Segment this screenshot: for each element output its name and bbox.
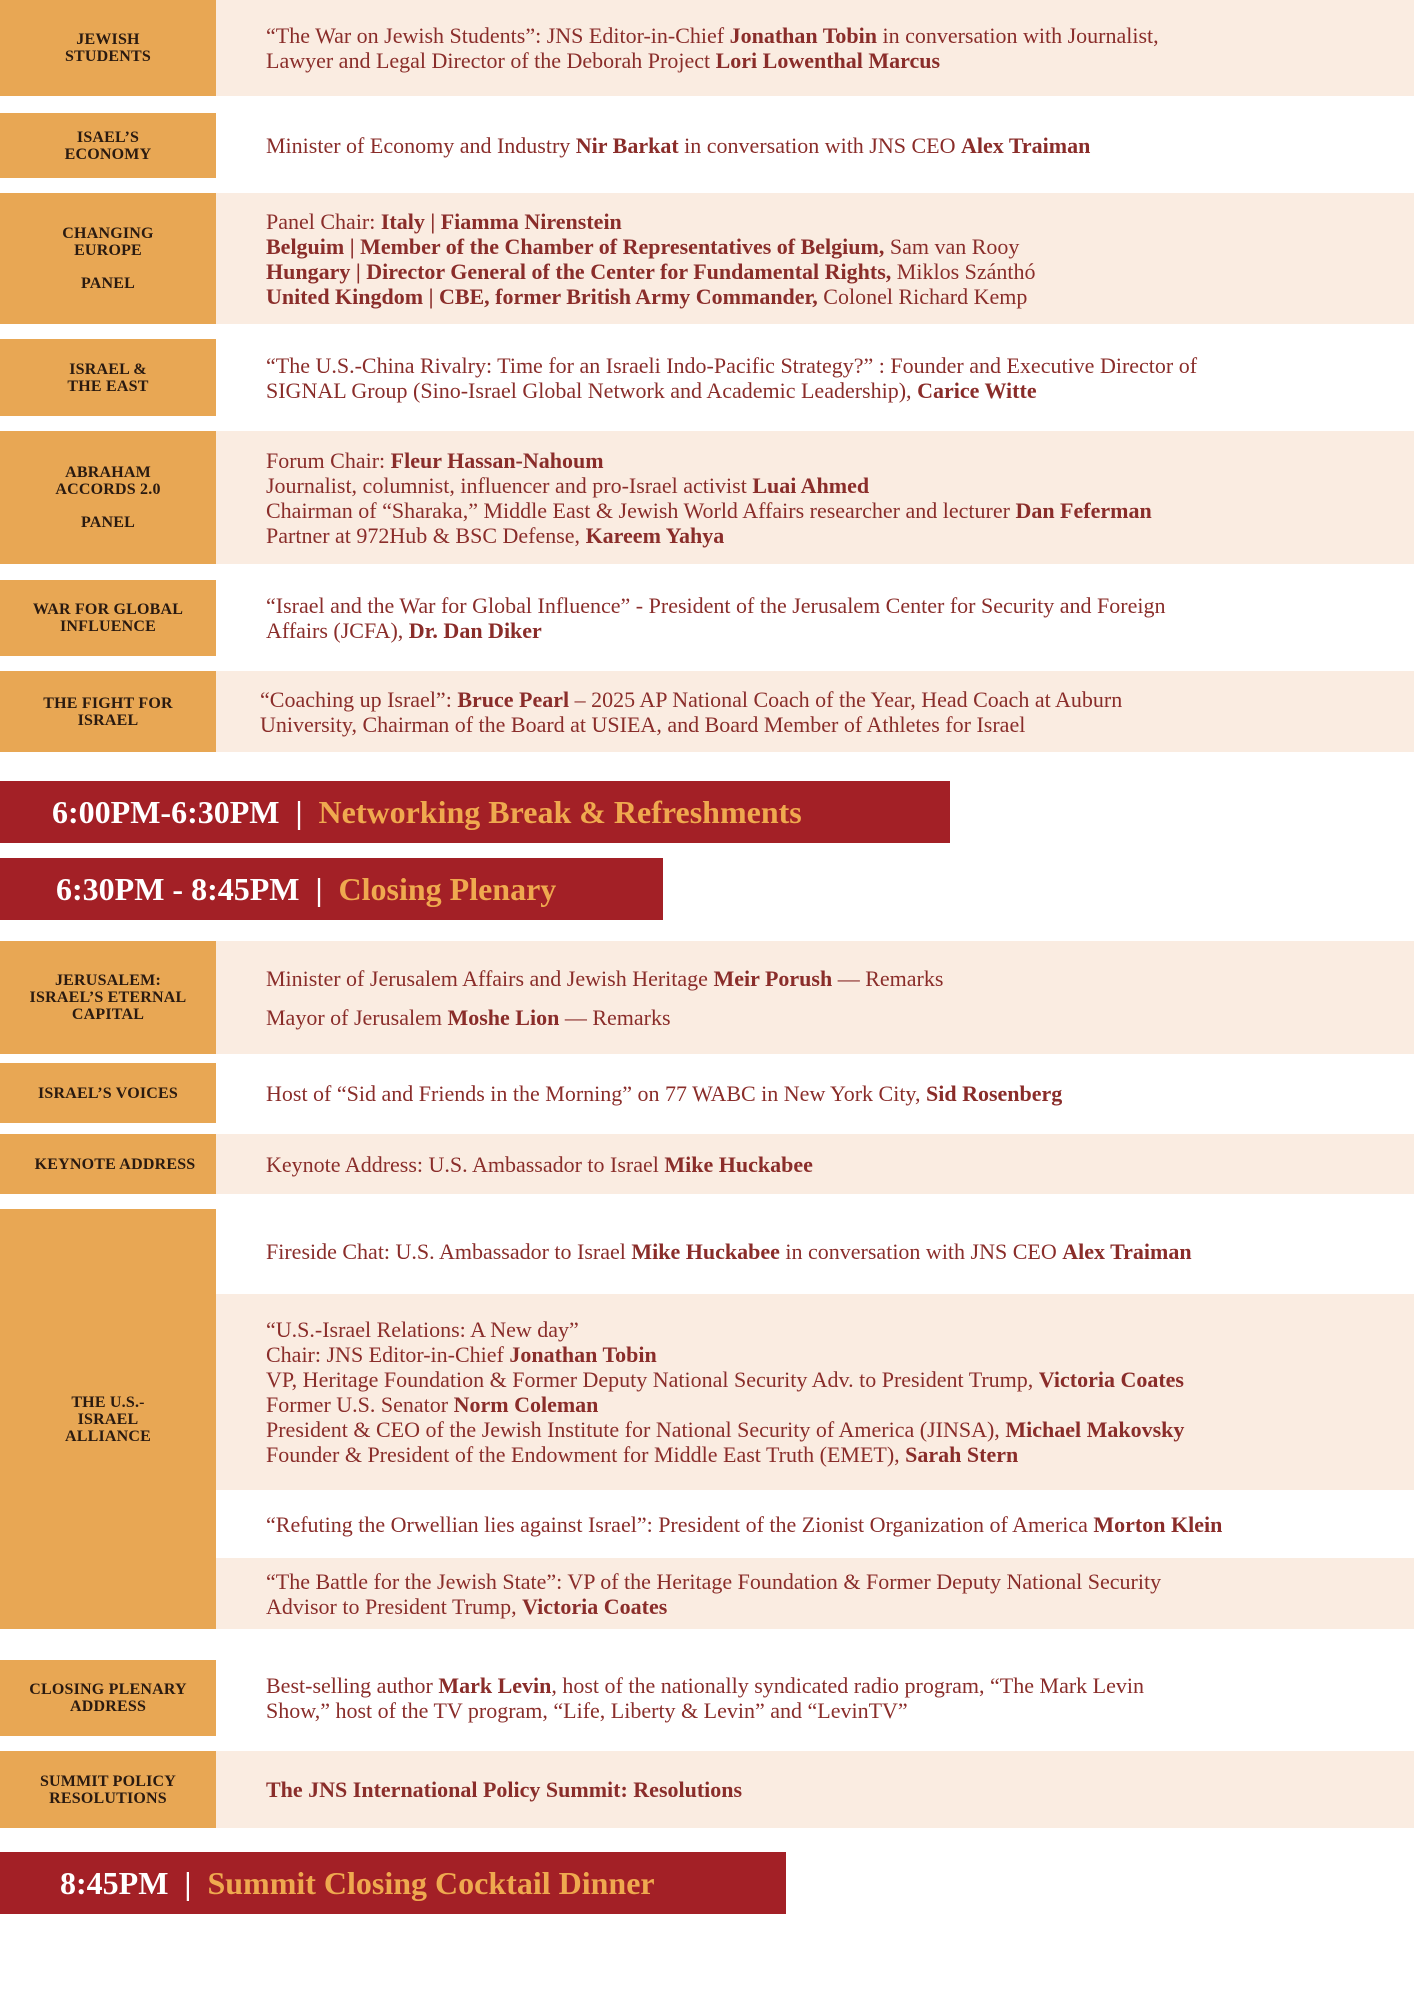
content-line (266, 473, 1414, 498)
label-line: THE EAST (67, 377, 149, 395)
content-text: “The Battle for the Jewish State”: VP of the Heritage Foundation & Former Deputy National Security (266, 1568, 1162, 1594)
session-content (216, 431, 1414, 564)
label-line: WAR FOR GLOBAL (32, 601, 184, 618)
content-text: Mayor of Jerusalem (266, 1004, 448, 1030)
label-line: CLOSING PLENARY (29, 1681, 187, 1698)
content-text: University, Chairman of the Board at USIEA, and Board Member of Athletes for Israel (260, 711, 1026, 737)
banner-title: Summit Closing Cocktail Dinner (207, 1864, 655, 1901)
content-text: Lawyer and Legal Director of the Deborah Project (266, 48, 716, 73)
session-closing-address (0, 1660, 1414, 1736)
session-content (216, 339, 1414, 416)
session-content (216, 580, 1414, 656)
label-line: SUMMIT POLICY (39, 1772, 177, 1790)
content-line (266, 1594, 1414, 1619)
session-label (0, 0, 216, 96)
content-text: Keynote Address: U.S. Ambassador to Israel (266, 1151, 665, 1177)
speaker-name: Alex Traiman (961, 133, 1091, 158)
speaker-name: Victoria Coates (522, 1593, 668, 1619)
speaker-name: Dr. Dan Diker (408, 618, 542, 643)
label-line: CAPITAL (71, 1006, 145, 1023)
label-sub: PANEL (80, 275, 136, 292)
content-text: Journalist, columnist, influencer and pro-Israel activist (266, 472, 753, 498)
session-label (0, 580, 216, 656)
speaker-name: Morton Klein (1093, 1511, 1223, 1537)
speaker-name: CBE, former British Army Commander, (433, 283, 824, 309)
content-line (266, 618, 1414, 643)
content-line (266, 1367, 1414, 1392)
speaker-name: Meir Porush (713, 965, 833, 991)
content-text: SIGNAL Group (Sino-Israel Global Network and Academic Leadership), (266, 377, 918, 403)
speaker-name: Fleur Hassan-Nahoum (390, 447, 604, 473)
content-line (266, 1392, 1414, 1417)
content-text: “Refuting the Orwellian lies against Israel”: President of the Zionist Organization of America (266, 1511, 1094, 1537)
label-line: EUROPE (74, 242, 142, 259)
content-line (266, 234, 1414, 259)
content-line (266, 353, 1414, 378)
content-line (266, 209, 1414, 234)
speaker-name: Jonathan Tobin (729, 23, 877, 48)
session-content (216, 1134, 1414, 1194)
content-text: Minister of Jerusalem Affairs and Jewish Heritage (266, 965, 714, 991)
content-text: Belguim | (266, 233, 355, 259)
content-line (266, 966, 1414, 991)
speaker-name: Kareem Yahya (585, 522, 725, 548)
content-text: Partner at 972Hub & BSC Defense, (266, 522, 586, 548)
content-line (266, 133, 1414, 158)
content-line (266, 1005, 1414, 1030)
session-label (0, 431, 216, 564)
content-text: Advisor to President Trump, (266, 1593, 523, 1619)
content-text: Miklos Szánthó (896, 258, 1036, 284)
content-text: Best-selling author (266, 1673, 439, 1698)
content-line (266, 48, 1414, 73)
session-content (216, 941, 1414, 1054)
content-text: Forum Chair: (266, 447, 391, 473)
content-text: — Remarks (559, 1004, 671, 1030)
speaker-name: Michael Makovsky (1005, 1417, 1185, 1442)
session-fight-for-israel (0, 671, 1414, 752)
session-resolutions (0, 1751, 1414, 1828)
content-line (266, 1569, 1414, 1594)
content-text: , host of the nationally syndicated radio program, “The Mark Levin (551, 1673, 1144, 1698)
speaker-name: Carice Witte (917, 377, 1037, 403)
session-label (0, 1209, 216, 1629)
content-text: Minister of Economy and Industry (266, 133, 576, 158)
speaker-name: Italy | Fiamma Nirenstein (380, 208, 622, 234)
session-jewish-students (0, 0, 1414, 96)
speaker-name: Norm Coleman (453, 1392, 599, 1417)
label-line: ABRAHAM (65, 464, 151, 481)
banner-closing-plenary (0, 858, 663, 920)
session-content (216, 193, 1414, 324)
label-line: JERUSALEM: (54, 972, 161, 989)
content-line (266, 1442, 1414, 1467)
session-label (0, 671, 216, 752)
label-sub: PANEL (80, 514, 136, 531)
content-text: VP, Heritage Foundation & Former Deputy National Security Adv. to President Trump, (266, 1367, 1039, 1392)
content-line (266, 498, 1414, 523)
content-text: Chair: JNS Editor-in-Chief (266, 1342, 510, 1367)
content-text: Hungary | (266, 258, 361, 284)
session-label (0, 193, 216, 324)
banner-title: Networking Break & Refreshments (318, 793, 802, 830)
speaker-name: Alex Traiman (1062, 1239, 1192, 1264)
content-line (266, 1673, 1414, 1698)
content-line (260, 687, 1414, 712)
speaker-name: Jonathan Tobin (509, 1342, 657, 1367)
speaker-name: Sarah Stern (905, 1442, 1019, 1467)
content-line (266, 448, 1414, 473)
content-text: “The U.S.-China Rivalry: Time for an Israeli Indo-Pacific Strategy?” : Founder and Executive Director of (266, 352, 1198, 378)
label-line: ISRAEL’S VOICES (37, 1084, 179, 1102)
content-line (266, 378, 1414, 403)
session-label (0, 941, 216, 1054)
speaker-name: Director General of the Center for Fundamental Rights, (360, 258, 897, 284)
content-text: “Coaching up Israel”: (260, 686, 458, 712)
label-line: KEYNOTE ADDRESS (34, 1155, 196, 1173)
session-label (0, 1751, 216, 1828)
content-text: – 2025 AP National Coach of the Year, Head Coach at Auburn (569, 686, 1123, 712)
speaker-name: Mark Levin (438, 1673, 552, 1698)
banner-title: Closing Plenary (338, 870, 557, 907)
speaker-name: Mike Huckabee (664, 1151, 813, 1177)
session-global-influence (0, 580, 1414, 656)
content-text: in conversation with Journalist, (876, 23, 1159, 48)
label-line: ISAEL’S (76, 128, 140, 146)
label-line: ECONOMY (64, 145, 152, 163)
banner-time: 6:30PM - 8:45PM (56, 870, 300, 907)
content-line (266, 1777, 1414, 1802)
label-line: CHANGING (62, 225, 154, 242)
speaker-name: Nir Barkat (575, 133, 679, 158)
banner-separator: | (315, 870, 323, 907)
content-line (266, 284, 1414, 309)
content-text: Sam van Rooy (889, 233, 1020, 259)
content-text: — Remarks (832, 965, 944, 991)
session-israels-voices (0, 1063, 1414, 1123)
label-line: INFLUENCE (59, 618, 157, 635)
session-keynote (0, 1134, 1414, 1194)
content-line (266, 1698, 1414, 1723)
content-line (266, 1417, 1414, 1442)
label-line: THE FIGHT FOR (43, 694, 173, 712)
banner-time: 6:00PM-6:30PM (52, 793, 280, 830)
speaker-name: The JNS International Policy Summit: Resolutions (266, 1777, 743, 1802)
content-line (266, 593, 1414, 618)
banner-networking-break (0, 781, 950, 843)
content-line (266, 1317, 1414, 1342)
battle-jewish-state (216, 1558, 1414, 1629)
fireside-chat (216, 1209, 1414, 1294)
session-content (216, 1063, 1414, 1123)
speaker-name: Member of the Chamber of Representatives of Belgium, (354, 233, 890, 259)
content-text: President & CEO of the Jewish Institute for National Security of America (JINSA), (266, 1417, 1006, 1442)
content-text: in conversation with JNS CEO (779, 1239, 1063, 1264)
label-line: RESOLUTIONS (49, 1789, 167, 1807)
content-text: “Israel and the War for Global Influence” - President of the Jerusalem Center for Security and Foreign (266, 593, 1166, 618)
label-line: ALLIANCE (64, 1427, 152, 1445)
content-line (266, 1239, 1414, 1264)
label-line: ISRAEL & (69, 360, 147, 378)
content-text: Former U.S. Senator (266, 1392, 454, 1417)
session-economy (0, 113, 1414, 178)
content-text: Affairs (JCFA), (266, 618, 409, 643)
speaker-name: Moshe Lion (447, 1004, 560, 1030)
speaker-name: Victoria Coates (1038, 1367, 1184, 1392)
content-text: Panel Chair: (266, 208, 381, 234)
speaker-name: Luai Ahmed (752, 472, 870, 498)
label-line: ADDRESS (69, 1698, 147, 1715)
content-text: “U.S.-Israel Relations: A New day” (266, 1317, 579, 1342)
session-content (216, 0, 1414, 96)
speaker-name: Lori Lowenthal Marcus (715, 48, 941, 73)
session-us-israel-alliance (0, 1209, 1414, 1629)
banner-separator: | (295, 793, 303, 830)
content-text: Colonel Richard Kemp (823, 283, 1028, 309)
session-label (0, 1134, 230, 1194)
content-text: Fireside Chat: U.S. Ambassador to Israel (266, 1239, 632, 1264)
label-line: ISRAEL’S ETERNAL (29, 989, 187, 1006)
content-text: United Kingdom | (266, 283, 434, 309)
session-label (0, 113, 216, 178)
session-jerusalem (0, 941, 1414, 1054)
us-israel-relations (216, 1294, 1414, 1490)
content-line (266, 23, 1414, 48)
label-line: STUDENTS (64, 48, 152, 65)
speaker-name: Bruce Pearl (457, 686, 570, 712)
banner-time: 8:45PM (60, 1864, 169, 1901)
banner-separator: | (184, 1864, 192, 1901)
session-content (216, 1660, 1414, 1736)
orwellian-lies (216, 1490, 1414, 1558)
content-text: in conversation with JNS CEO (678, 133, 961, 158)
speaker-name: Mike Huckabee (631, 1239, 780, 1264)
label-line: THE U.S.- (71, 1393, 145, 1411)
content-text: Show,” host of the TV program, “Life, Liberty & Levin” and “LevinTV” (266, 1698, 908, 1723)
content-line (266, 1342, 1414, 1367)
label-line: ACCORDS 2.0 (55, 481, 161, 498)
label-line: JEWISH (76, 31, 140, 48)
session-abraham-accords (0, 431, 1414, 564)
content-text: Host of “Sid and Friends in the Morning” on 77 WABC in New York City, (266, 1080, 926, 1106)
label-line: ISRAEL (77, 1410, 139, 1428)
label-line: ISRAEL (77, 711, 139, 729)
content-line (266, 1152, 1414, 1177)
content-text: “The War on Jewish Students”: JNS Editor-in-Chief (266, 23, 730, 48)
speaker-name: Sid Rosenberg (926, 1080, 1063, 1106)
session-content (216, 671, 1414, 752)
session-content (216, 1751, 1414, 1828)
content-text: Founder & President of the Endowment for Middle East Truth (EMET), (266, 1442, 906, 1467)
content-line (266, 259, 1414, 284)
session-content (216, 113, 1414, 178)
content-line (266, 523, 1414, 548)
session-changing-europe (0, 193, 1414, 324)
session-label (0, 339, 216, 416)
content-line (266, 1081, 1414, 1106)
session-label (0, 1063, 216, 1123)
banner-closing-dinner (0, 1852, 786, 1914)
content-text: Chairman of “Sharaka,” Middle East & Jewish World Affairs researcher and lecturer (266, 497, 1016, 523)
content-line (266, 1512, 1414, 1537)
content-line (260, 712, 1414, 737)
speaker-name: Dan Feferman (1015, 497, 1152, 523)
session-israel-east (0, 339, 1414, 416)
session-label (0, 1660, 216, 1736)
